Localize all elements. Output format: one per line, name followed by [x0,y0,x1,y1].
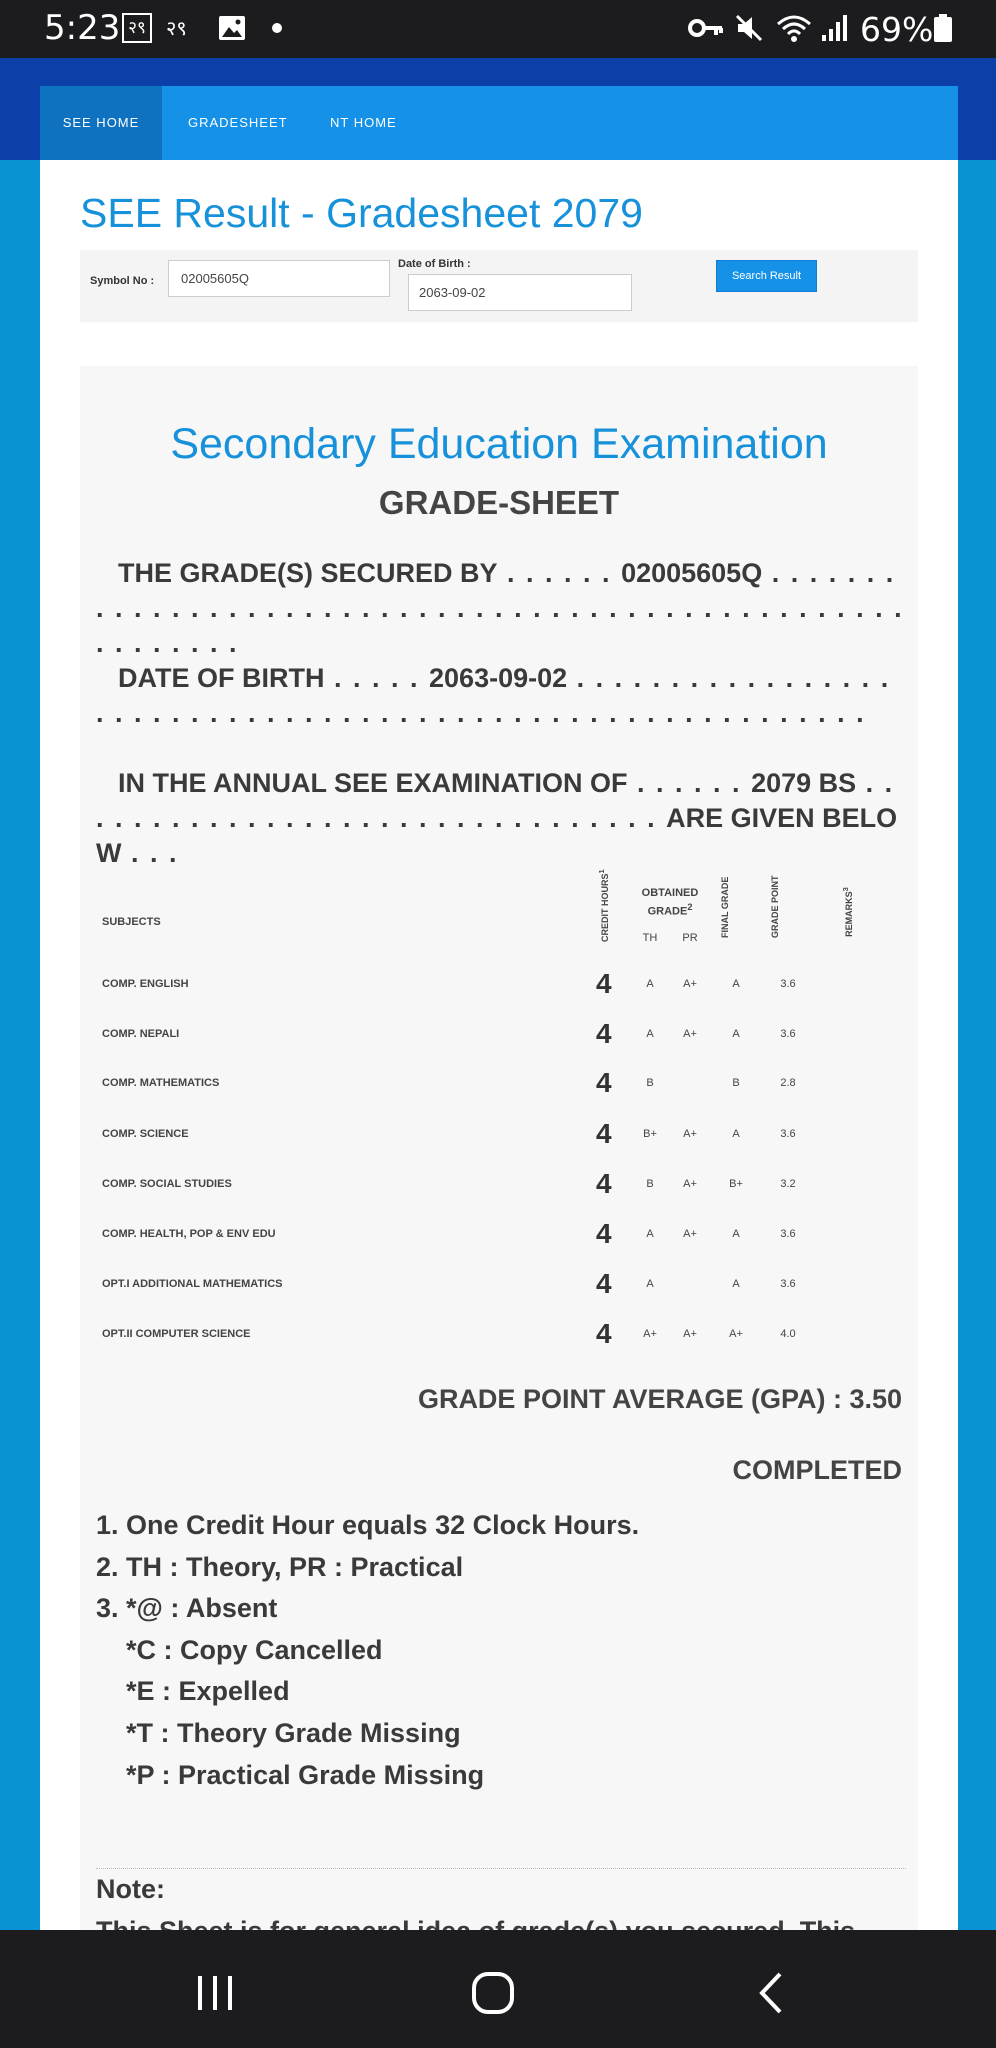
key-icon [688,13,724,43]
grade-point: 3.6 [780,1028,796,1040]
secured-by-line: THE GRADE(S) SECURED BY . . . . . . 02005605Q . . . . . . . . . . . . . . . . . . . . . . . . . . . . . . . . . . . . . . . . . . . . . . . . . . . . . . . . . . [96,558,904,658]
exam-suffix: ARE GIVEN BELOW [96,803,898,868]
credit-hours: 4 [596,1318,612,1349]
theory-grade: B [646,1077,654,1089]
table-row [96,1216,906,1256]
table-row [96,966,906,1006]
theory-grade: A [646,1278,654,1290]
theory-grade: A [646,1228,654,1240]
footnote: *T : Theory Grade Missing [126,1717,461,1748]
exam-line: IN THE ANNUAL SEE EXAMINATION OF . . . . . . 2079 BS . . . . . . . . . . . . . . . . . . . . . . . . . . . . . . . . ARE GIVEN BELOW . . . [96,768,898,868]
header-credit-hours: CREDIT HOURS$^1$ [597,869,610,942]
subject-name: COMP. HEALTH, POP & ENV EDU [102,1228,276,1240]
theory-grade: B [646,1178,654,1190]
secured-prefix: THE GRADE(S) SECURED BY [118,558,498,588]
mute-icon [734,13,764,43]
back-icon[interactable] [748,1968,798,2018]
final-grade: A+ [729,1328,743,1340]
table-row [96,1065,906,1105]
status-bar [0,0,996,58]
recent-apps-icon[interactable] [190,1968,240,2018]
gpa-summary: GRADE POINT AVERAGE (GPA) : 3.50 [417,1384,902,1414]
nav-nt-home[interactable]: NT HOME [330,115,397,130]
symbol-label: Symbol No : [90,275,155,287]
final-grade: B [732,1077,740,1089]
secured-symbol: 02005605Q [621,558,763,588]
footnote: 3. *@ : Absent [96,1593,278,1624]
practical-grade: A+ [683,1028,697,1040]
header-final-grade: FINAL GRADE [720,876,730,938]
battery-icon [934,14,952,42]
footnote: 2. TH : Theory, PR : Practical [96,1551,464,1582]
footnote: 1. One Credit Hour equals 32 Clock Hours. [96,1510,640,1540]
footnote: *P : Practical Grade Missing [126,1759,485,1790]
credit-hours: 4 [596,1118,612,1149]
practical-grade: A+ [683,1228,697,1240]
exam-year: 2079 BS [751,768,857,798]
status-time: 5:23 [44,8,121,48]
table-row [96,1016,906,1056]
theory-grade: B+ [643,1128,657,1140]
final-grade: A [732,1128,740,1140]
header-obtained-grade: OBTAINED GRADE$^2$ [641,887,699,918]
exam-prefix: IN THE ANNUAL SEE EXAMINATION OF [118,768,628,798]
header-grade-point: GRADE POINT [770,875,780,938]
credit-hours: 4 [596,1018,612,1049]
subject-name: OPT.II COMPUTER SCIENCE [102,1328,251,1340]
exam-title: Secondary Education Examination [170,420,828,468]
credit-hours: 4 [596,968,612,999]
header-pr: PR [682,932,698,944]
grade-point: 3.6 [780,1228,796,1240]
grade-point: 3.6 [780,1278,796,1290]
practical-grade: A+ [683,978,697,990]
grade-point: 2.8 [780,1077,796,1089]
search-form [80,250,918,322]
practical-grade: A+ [683,1328,697,1340]
theory-grade: A [646,1028,654,1040]
final-grade: A [732,1278,740,1290]
grade-point: 3.2 [780,1178,796,1190]
footnotes [96,1505,906,1796]
dob-line: DATE OF BIRTH . . . . . 2063-09-02 . . . . . . . . . . . . . . . . . . . . . . . . . . . . . . . . . . . . . . . . . . . . . . . . . . . . . . . . . . [96,663,891,728]
grade-point: 4.0 [780,1328,796,1340]
practical-grade: A+ [683,1178,697,1190]
theory-grade: A [646,978,654,990]
signal-icon [820,13,848,43]
nav-see-home[interactable]: SEE HOME [40,86,162,160]
sheet-title: GRADE-SHEET [378,484,620,521]
page-title: SEE Result - Gradesheet 2079 [80,190,643,236]
calendar-badge-icon: २९ [122,13,152,43]
final-grade: A [732,1228,740,1240]
credit-hours: 4 [596,1268,612,1299]
header-remarks: REMARKS$^3$ [841,887,854,937]
credit-hours: 4 [596,1067,612,1098]
footnote: *E : Expelled [126,1676,290,1707]
subject-name: COMP. ENGLISH [102,978,189,990]
table-row [96,1316,906,1356]
dob-label: Date of Birth : [398,258,471,270]
symbol-input[interactable] [168,260,390,297]
notification-badge-icon: २९ [166,16,187,40]
content-card [40,160,958,1930]
theory-grade: A+ [643,1328,657,1340]
gallery-icon [218,13,246,43]
dot-icon [272,23,282,33]
credit-hours: 4 [596,1168,612,1199]
final-grade: A [732,1028,740,1040]
subject-name: OPT.I ADDITIONAL MATHEMATICS [102,1278,283,1290]
main-navigation [40,86,958,160]
table-row [96,1116,906,1156]
wifi-icon [776,13,812,43]
grade-point: 3.6 [780,978,796,990]
grade-point: 3.6 [780,1128,796,1140]
grade-sheet [80,366,918,1930]
practical-grade: A+ [683,1128,697,1140]
search-result-button[interactable]: Search Result [716,260,817,292]
dob-value: 2063-09-02 [429,663,568,693]
credit-hours: 4 [596,1218,612,1249]
dob-prefix: DATE OF BIRTH [118,663,325,693]
subject-name: COMP. MATHEMATICS [102,1077,220,1089]
header-th: TH [642,932,658,944]
system-navigation-bar [0,1930,996,2048]
dob-input[interactable] [408,274,632,311]
battery-percentage: 69% [860,10,934,49]
subject-name: COMP. SOCIAL STUDIES [102,1178,232,1190]
table-row [96,1166,906,1206]
subject-name: COMP. NEPALI [102,1028,180,1040]
subject-name: COMP. SCIENCE [102,1128,189,1140]
final-grade: A [732,978,740,990]
home-icon[interactable] [468,1968,518,2018]
table-row [96,1266,906,1306]
result-status: COMPLETED [732,1455,902,1485]
divider [96,1868,906,1869]
footnote: *C : Copy Cancelled [126,1634,383,1665]
final-grade: B+ [729,1178,743,1190]
nav-gradesheet[interactable]: GRADESHEET [188,115,288,130]
header-subjects: SUBJECTS [102,916,161,928]
note-label: Note: [96,1874,165,1904]
